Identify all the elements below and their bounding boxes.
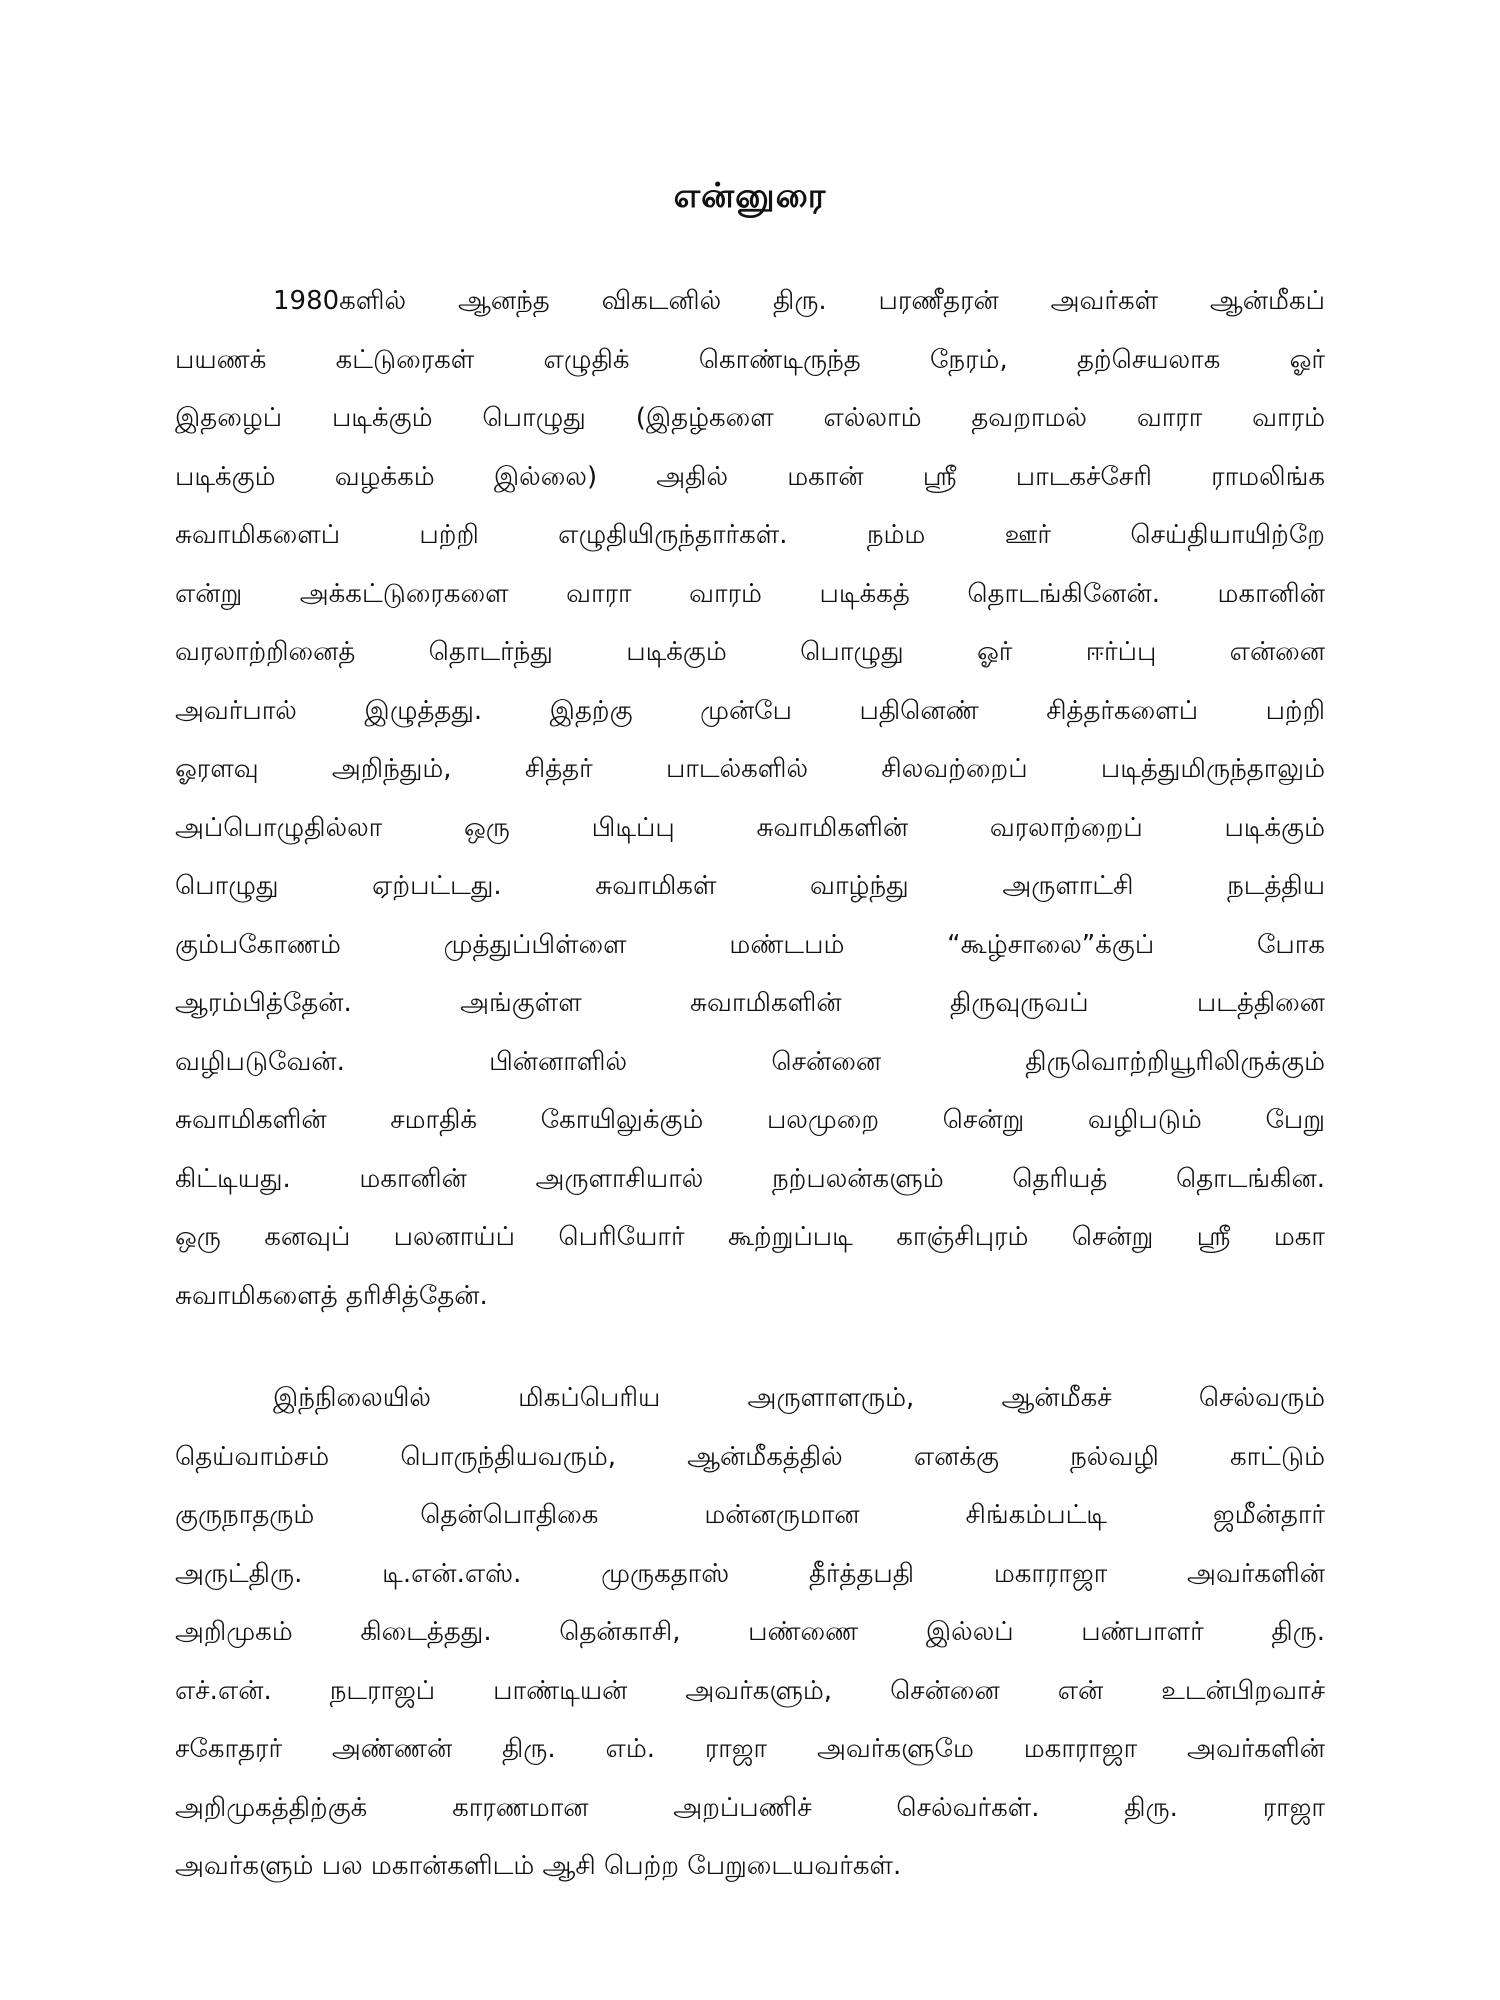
- paragraph-2: [175, 1369, 1325, 1896]
- paragraph-1: [175, 272, 1325, 1325]
- paragraph-line: இதழைப் படிக்கும் பொழுது (இதழ்களை எல்லாம் தவறாமல் வாரா வாரம்: [175, 403, 1325, 433]
- paragraph-line: படிக்கும் வழக்கம் இல்லை) அதில் மகான் ஸ்ரீ பாடகச்சேரி ராமலிங்க: [175, 461, 1325, 492]
- page-title: என்னுரை: [673, 176, 827, 216]
- paragraph-line: கும்பகோணம் முத்துப்பிள்ளை மண்டபம் “கூழ்சாலை”க்குப் போக: [175, 929, 1325, 960]
- paragraph-line: அறிமுகத்திற்குக் காரணமான அறப்பணிச் செல்வர்கள். திரு. ராஜா: [175, 1792, 1325, 1823]
- paragraph-line: குருநாதரும் தென்பொதிகை மன்னருமான சிங்கம்பட்டி ஜமீன்தார்: [175, 1500, 1325, 1530]
- paragraph-line: அருட்திரு. டி.என்.எஸ். முருகதாஸ் தீர்த்தபதி மகாராஜா அவர்களின்: [175, 1558, 1325, 1589]
- paragraph-line: 1980களில் ஆனந்த விகடனில் திரு. பரணீதரன் அவர்கள் ஆன்மீகப்: [273, 286, 1325, 316]
- paragraph-line: பயணக் கட்டுரைகள் எழுதிக் கொண்டிருந்த நேரம், தற்செயலாக ஓர்: [175, 344, 1325, 375]
- paragraph-line: கிட்டியது. மகானின் அருளாசியால் நற்பலன்களும் தெரியத் தொடங்கின.: [175, 1163, 1325, 1194]
- paragraph-line: அறிமுகம் கிடைத்தது. தென்காசி, பண்ணை இல்லப் பண்பாளர் திரு.: [175, 1617, 1325, 1647]
- paragraph-line: எச்.என். நடராஜப் பாண்டியன் அவர்களும், சென்னை என் உடன்பிறவாச்: [175, 1675, 1325, 1706]
- paragraph-line: ஓரளவு அறிந்தும், சித்தர் பாடல்களில் சிலவற்றைப் படித்துமிருந்தாலும்: [175, 754, 1325, 784]
- paragraph-line: பொழுது ஏற்பட்டது. சுவாமிகள் வாழ்ந்து அருளாட்சி நடத்திய: [175, 871, 1325, 901]
- paragraph-line: அப்பொழுதில்லா ஒரு பிடிப்பு சுவாமிகளின் வரலாற்றைப் படிக்கும்: [175, 812, 1325, 843]
- paragraph-line: ஆரம்பித்தேன். அங்குள்ள சுவாமிகளின் திருவுருவப் படத்தினை: [175, 988, 1325, 1018]
- paragraph-line: தெய்வாம்சம் பொருந்தியவரும், ஆன்மீகத்தில் எனக்கு நல்வழி காட்டும்: [175, 1441, 1325, 1472]
- paragraph-line: சுவாமிகளின் சமாதிக் கோயிலுக்கும் பலமுறை சென்று வழிபடும் பேறு: [175, 1105, 1325, 1135]
- paragraph-line: அவர்பால் இழுத்தது. இதற்கு முன்பே பதினெண் சித்தர்களைப் பற்றி: [175, 695, 1325, 726]
- paragraph-line: என்று அக்கட்டுரைகளை வாரா வாரம் படிக்கத் தொடங்கினேன். மகானின்: [175, 578, 1325, 609]
- paragraph-line: சுவாமிகளைத் தரிசித்தேன்.: [175, 1280, 488, 1311]
- paragraph-line: வழிபடுவேன். பின்னாளில் சென்னை திருவொற்றியூரிலிருக்கும்: [175, 1046, 1325, 1077]
- paragraph-line: சுவாமிகளைப் பற்றி எழுதியிருந்தார்கள். நம்ம ஊர் செய்தியாயிற்றே: [175, 520, 1325, 550]
- paragraph-line: ஒரு கனவுப் பலனாய்ப் பெரியோர் கூற்றுப்படி காஞ்சிபுரம் சென்று ஸ்ரீ மகா: [175, 1222, 1325, 1252]
- paragraph-line: சகோதரர் அண்ணன் திரு. எம். ராஜா அவர்களுமே மகாராஜா அவர்களின்: [175, 1734, 1325, 1764]
- paragraph-line: வரலாற்றினைத் தொடர்ந்து படிக்கும் பொழுது ஓர் ஈர்ப்பு என்னை: [175, 637, 1325, 667]
- paragraph-line: அவர்களும் பல மகான்களிடம் ஆசி பெற்ற பேறுடையவர்கள்.: [175, 1851, 902, 1881]
- paragraph-line: இந்நிலையில் மிகப்பெரிய அருளாளரும், ஆன்மீகச் செல்வரும்: [273, 1383, 1325, 1413]
